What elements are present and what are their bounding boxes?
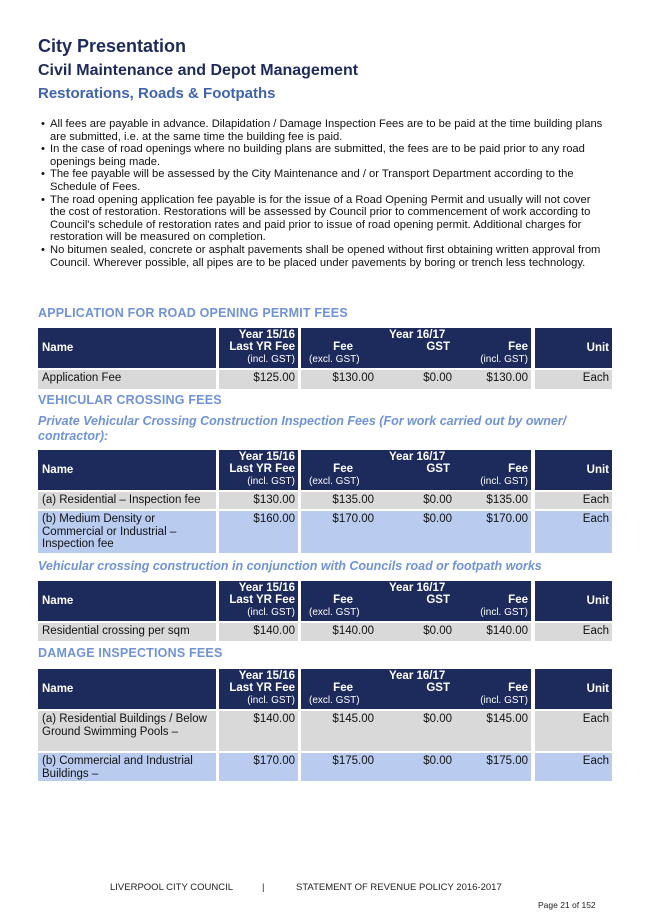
name-header-cell [38, 669, 216, 709]
name-header: Name [42, 464, 74, 476]
row-name: Application Fee [38, 370, 216, 389]
row-last-fee: $125.00 [219, 370, 298, 389]
incl-gst-label: (incl. GST) [247, 695, 295, 706]
cur-year-header-cell [301, 669, 531, 709]
section-heading: Restorations, Roads & Footpaths [38, 85, 276, 102]
incl-gst-label: (incl. GST) [480, 607, 528, 618]
page-title: City Presentation [38, 36, 187, 56]
prev-year-label: Year 15/16 [238, 670, 295, 682]
excl-gst-label: (excl. GST) [309, 476, 360, 487]
fee-excl-label: Fee [333, 594, 353, 606]
row-name: (a) Residential Buildings / Below Ground Swimming Pools – [38, 711, 216, 751]
table-row [38, 492, 612, 509]
table-row [38, 711, 612, 751]
row-gst: $0.00 [377, 753, 455, 781]
road-opening-table [38, 328, 612, 389]
table-row [38, 623, 612, 641]
prev-year-label: Year 15/16 [238, 582, 295, 594]
table-header [38, 581, 612, 621]
row-unit: Each [535, 753, 612, 781]
incl-gst-label: (incl. GST) [480, 476, 528, 487]
unit-header-cell [535, 581, 612, 621]
row-last-fee: $160.00 [219, 511, 298, 553]
incl-gst-label: (incl. GST) [247, 607, 295, 618]
row-unit: Each [535, 511, 612, 553]
row-last-fee: $130.00 [219, 492, 298, 509]
last-yr-fee-label: Last YR Fee [229, 682, 295, 694]
prev-year-header-cell [219, 669, 298, 709]
fee-incl-label: Fee [508, 341, 528, 353]
fee-excl-label: Fee [333, 682, 353, 694]
row-name: Residential crossing per sqm [38, 623, 216, 641]
row-last-fee: $140.00 [219, 623, 298, 641]
row-fee-excl: $135.00 [301, 492, 377, 509]
row-unit: Each [535, 711, 612, 751]
list-item: • The fee payable will be assessed by the City Maintenance and / or Transport Department according to the Schedule of Fees. [38, 168, 606, 193]
table-header [38, 669, 612, 709]
unit-header: Unit [586, 595, 609, 607]
fee-excl-label: Fee [333, 341, 353, 353]
unit-header-cell [535, 328, 612, 368]
damage-heading: DAMAGE INSPECTIONS FEES [38, 646, 223, 660]
vehicular-construction-subheading: Vehicular crossing construction in conjunction with Councils road or footpath works [38, 559, 542, 573]
gst-label: GST [426, 341, 450, 353]
incl-gst-label: (incl. GST) [247, 476, 295, 487]
cur-year-label: Year 16/17 [389, 582, 446, 594]
list-item: • No bitumen sealed, concrete or asphalt pavements shall be opened without first obtaining written approval from Council. Wherever possible, all pipes are to be placed under pavements by boring or trench less technology. [38, 244, 606, 269]
damage-table [38, 669, 612, 781]
row-fee-excl: $175.00 [301, 753, 377, 781]
name-header-cell [38, 328, 216, 368]
prev-year-header-cell [219, 450, 298, 490]
table-row [38, 753, 612, 781]
fee-incl-label: Fee [508, 682, 528, 694]
vehicular-heading: VEHICULAR CROSSING FEES [38, 393, 222, 407]
row-unit: Each [535, 492, 612, 509]
cur-year-header-cell [301, 581, 531, 621]
gst-label: GST [426, 463, 450, 475]
incl-gst-label: (incl. GST) [480, 695, 528, 706]
footer-org: LIVERPOOL CITY COUNCIL [110, 882, 234, 893]
name-header: Name [42, 342, 74, 354]
last-yr-fee-label: Last YR Fee [229, 463, 295, 475]
name-header-cell [38, 581, 216, 621]
row-fee-excl: $145.00 [301, 711, 377, 751]
last-yr-fee-label: Last YR Fee [229, 341, 295, 353]
footer-separator: | [262, 882, 265, 893]
row-fee-excl: $170.00 [301, 511, 377, 553]
row-last-fee: $140.00 [219, 711, 298, 751]
row-fee-incl: $140.00 [455, 623, 531, 641]
row-gst: $0.00 [377, 623, 455, 641]
row-last-fee: $170.00 [219, 753, 298, 781]
page-number: Page 21 of 152 [538, 900, 596, 910]
list-item: • The road opening application fee payable is for the issue of a Road Opening Permit and usually will not cover the cost of restoration. Restorations will be assessed by Council prior to commencement of work according to Council's schedule of restoration rates and paid prior to issue of road opening permit. Additional charges for restoration will be measured on completion. [38, 194, 606, 244]
row-fee-excl: $130.00 [301, 370, 377, 389]
footer-document-title: STATEMENT OF REVENUE POLICY 2016-2017 [296, 882, 502, 893]
vehicular-inspection-subheading: Private Vehicular Crossing Construction Inspection Fees (For work carried out by owner/ contractor): [38, 414, 567, 443]
table-header [38, 328, 612, 368]
cur-year-header-cell [301, 450, 531, 490]
list-item: • In the case of road openings where no building plans are submitted, the fees are to be paid prior to any road openings being made. [38, 143, 606, 168]
prev-year-label: Year 15/16 [238, 451, 295, 463]
table-row [38, 511, 612, 553]
row-fee-incl: $170.00 [455, 511, 531, 553]
list-item: • All fees are payable in advance. Dilapidation / Damage Inspection Fees are to be paid at the time building plans are submitted, i.e. at the same time the building fee is paid. [38, 118, 606, 143]
row-name: (a) Residential – Inspection fee [38, 492, 216, 509]
unit-header-cell [535, 450, 612, 490]
vehicular-construction-table [38, 581, 612, 641]
row-unit: Each [535, 370, 612, 389]
cur-year-label: Year 16/17 [389, 329, 446, 341]
last-yr-fee-label: Last YR Fee [229, 594, 295, 606]
row-gst: $0.00 [377, 511, 455, 553]
vehicular-inspection-table [38, 450, 612, 553]
incl-gst-label: (incl. GST) [247, 354, 295, 365]
gst-label: GST [426, 594, 450, 606]
cur-year-header-cell [301, 328, 531, 368]
row-fee-incl: $175.00 [455, 753, 531, 781]
prev-year-header-cell [219, 581, 298, 621]
name-header: Name [42, 683, 74, 695]
row-fee-incl: $145.00 [455, 711, 531, 751]
name-header: Name [42, 595, 74, 607]
unit-header-cell [535, 669, 612, 709]
row-gst: $0.00 [377, 370, 455, 389]
unit-header: Unit [586, 342, 609, 354]
cur-year-label: Year 16/17 [389, 451, 446, 463]
row-unit: Each [535, 623, 612, 641]
fee-excl-label: Fee [333, 463, 353, 475]
page-subtitle: Civil Maintenance and Depot Management [38, 62, 359, 79]
excl-gst-label: (excl. GST) [309, 695, 360, 706]
row-fee-incl: $135.00 [455, 492, 531, 509]
row-name: (b) Commercial and Industrial Buildings – [38, 753, 216, 781]
table-header [38, 450, 612, 490]
gst-label: GST [426, 682, 450, 694]
unit-header: Unit [586, 683, 609, 695]
fee-incl-label: Fee [508, 463, 528, 475]
row-gst: $0.00 [377, 492, 455, 509]
row-name: (b) Medium Density or Commercial or Industrial – Inspection fee [38, 511, 216, 553]
row-fee-incl: $130.00 [455, 370, 531, 389]
row-fee-excl: $140.00 [301, 623, 377, 641]
excl-gst-label: (excl. GST) [309, 354, 360, 365]
incl-gst-label: (incl. GST) [480, 354, 528, 365]
excl-gst-label: (excl. GST) [309, 607, 360, 618]
road-opening-heading: APPLICATION FOR ROAD OPENING PERMIT FEES [38, 306, 348, 320]
row-gst: $0.00 [377, 711, 455, 751]
fee-incl-label: Fee [508, 594, 528, 606]
name-header-cell [38, 450, 216, 490]
prev-year-header-cell [219, 328, 298, 368]
cur-year-label: Year 16/17 [389, 670, 446, 682]
table-row [38, 370, 612, 389]
fee-conditions-list [38, 118, 606, 269]
prev-year-label: Year 15/16 [238, 329, 295, 341]
unit-header: Unit [586, 464, 609, 476]
